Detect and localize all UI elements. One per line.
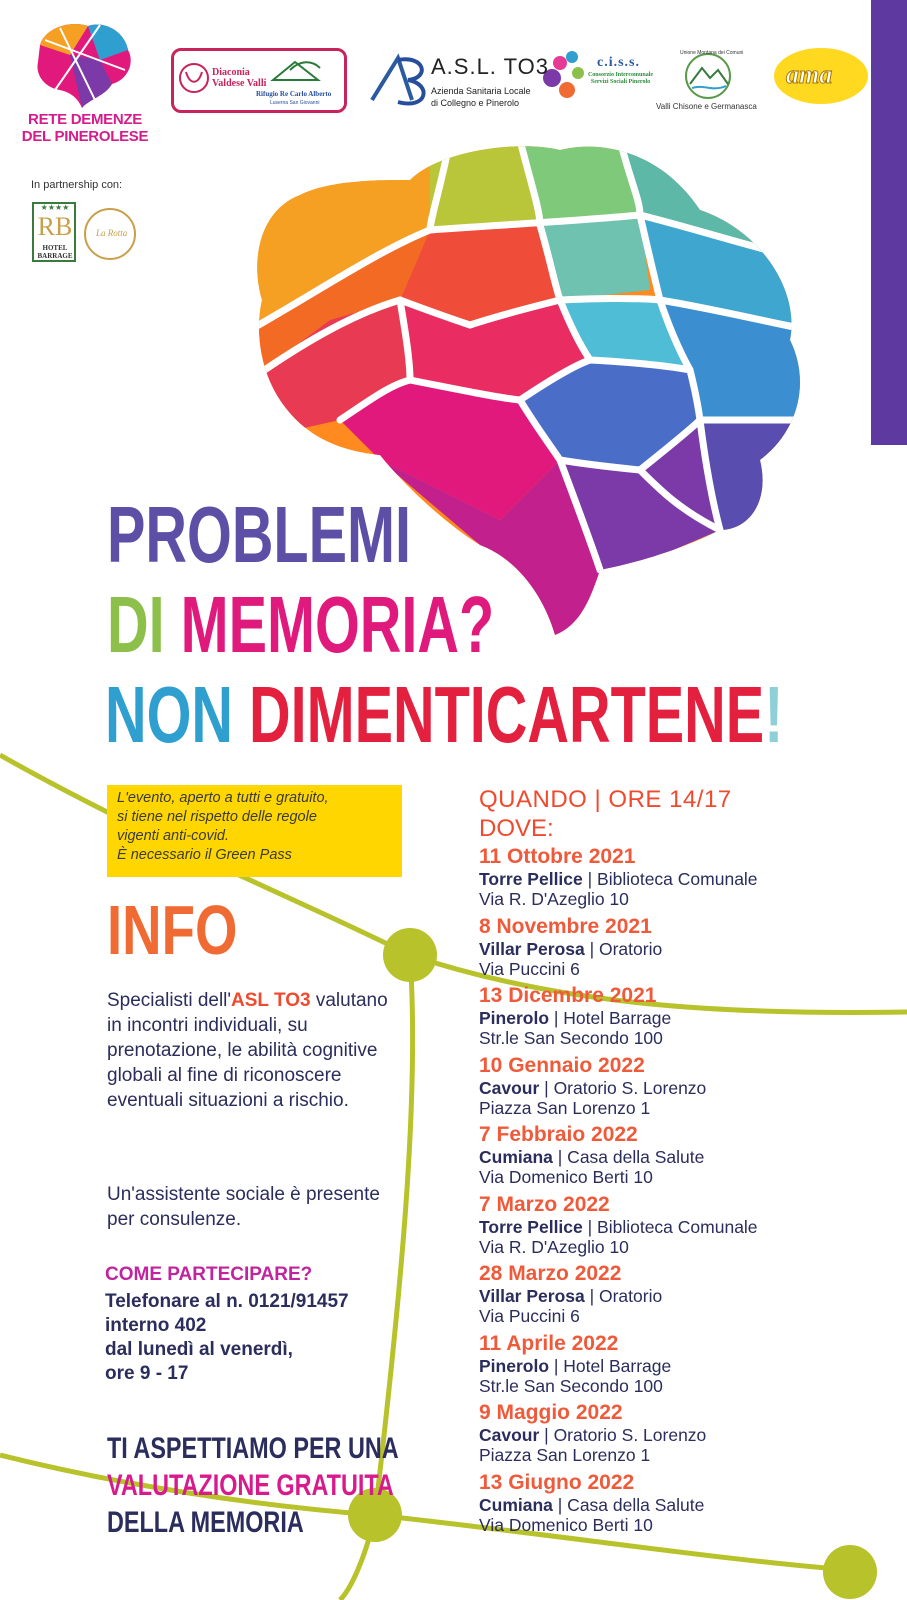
event-date: 28 Marzo 2022 — [479, 1262, 622, 1285]
asl-logo-subtitle: Azienda Sanitaria Locale — [431, 86, 531, 96]
ama-logo-text: ama — [786, 60, 833, 89]
event-place: Cavour | Oratorio S. Lorenzo — [479, 1425, 707, 1445]
event-place: Cumiana | Casa della Salute — [479, 1494, 705, 1515]
event-date: 7 Febbraio 2022 — [479, 1123, 638, 1146]
phone-line: Telefonare al n. 0121/91457 — [105, 1291, 349, 1312]
asl-logo-icon — [372, 58, 424, 104]
closing-line-highlight: VALUTAZIONE GRATUITA — [107, 1469, 394, 1502]
schedule-event — [479, 1054, 869, 1124]
covid-notice — [107, 785, 402, 877]
headline-memoria: MEMORIA? — [180, 580, 495, 669]
ciss-logo-title: c.i.s.s. — [597, 55, 640, 70]
event-place: Torre Pellice | Biblioteca Comunale — [479, 1216, 758, 1237]
event-place: Villar Perosa | Oratorio — [479, 1286, 663, 1306]
event-place: Villar Perosa | Oratorio — [479, 938, 663, 959]
schedule-event — [479, 845, 869, 915]
headline-exclamation: ! — [764, 670, 784, 759]
event-date: 7 Marzo 2022 — [479, 1192, 610, 1216]
schedule-event — [479, 1123, 869, 1193]
valli-logo-icon — [686, 54, 730, 98]
event-address: Piazza San Lorenzo 1 — [479, 1097, 651, 1118]
notice-line: vigenti anti-covid. — [117, 828, 230, 844]
valli-logo-text: Valli Chisone e Germanasca — [656, 102, 757, 111]
ciss-logo-subtitle: Consorzio Intercomunale Servizi Sociali Pinerolo — [587, 72, 654, 85]
event-date: 9 Maggio 2022 — [479, 1401, 623, 1424]
asl-logo-title: A.S.L. TO3 — [431, 54, 550, 79]
schedule-event — [479, 915, 869, 985]
event-place: Pinerolo | Hotel Barrage — [479, 1008, 672, 1028]
schedule-event — [479, 1471, 869, 1541]
asl-logo-subtitle: di Collegno e Pinerolo — [431, 98, 520, 108]
event-address: Via Puccini 6 — [479, 958, 580, 979]
headline-line-3 — [105, 670, 784, 759]
valli-logo-toptext: Unione Montana dei Comuni — [680, 50, 744, 56]
schedule-where-heading: DOVE: — [479, 815, 554, 842]
rifugio-logo-subtext: Luserna San Giovanni — [270, 100, 320, 106]
event-date: 11 Aprile 2022 — [479, 1331, 619, 1355]
headline-di: DI — [107, 580, 181, 669]
info-paragraph — [107, 988, 407, 1113]
hotel-name: HOTEL BARRAGE — [37, 244, 73, 260]
headline-line-1: PROBLEMI — [107, 490, 412, 579]
days-line: dal lunedì al venerdì, — [105, 1339, 293, 1360]
ciss-logo-icon — [543, 51, 584, 98]
notice-line: È necessario il Green Pass — [117, 847, 292, 863]
headline-dimenticartene: DIMENTICARTENE — [249, 670, 765, 759]
event-address: Piazza San Lorenzo 1 — [479, 1445, 651, 1465]
event-address: Str.le San Secondo 100 — [479, 1375, 663, 1396]
schedule-list — [479, 845, 869, 1540]
event-address: Via Domenico Berti 10 — [479, 1514, 653, 1535]
partnership-label: In partnership con: — [31, 179, 123, 191]
event-date: 10 Gennaio 2022 — [479, 1053, 645, 1077]
event-address: Via R. D'Azeglio 10 — [479, 889, 629, 909]
event-date: 11 Ottobre 2021 — [479, 845, 636, 868]
event-address: Str.le San Secondo 100 — [479, 1028, 663, 1048]
event-place: Cumiana | Casa della Salute — [479, 1147, 705, 1167]
event-date: 13 Dicembre 2021 — [479, 984, 657, 1007]
closing-line: DELLA MEMORIA — [107, 1506, 304, 1539]
rete-demenze-logo-text: RETE DEMENZE DEL PINEROLESE — [21, 111, 149, 145]
event-address: Via Domenico Berti 10 — [479, 1167, 653, 1187]
event-address: Via Puccini 6 — [479, 1306, 580, 1326]
event-place: Cavour | Oratorio S. Lorenzo — [479, 1077, 707, 1098]
event-date: 13 Giugno 2022 — [479, 1470, 635, 1494]
la-rotta-logo-text: La Rotta — [96, 228, 128, 238]
closing-line: TI ASPETTIAMO PER UNA — [107, 1432, 399, 1465]
info-asl-highlight: ASL TO3 — [231, 990, 311, 1011]
hours-line: ore 9 - 17 — [105, 1363, 189, 1384]
how-to-participate-title: COME PARTECIPARE? — [105, 1264, 313, 1285]
info-text-part: valutano in incontri individuali, su prenotazione, le abilità cognitive globali al fine di riconoscere eventuali situazioni a rischio. — [107, 990, 388, 1111]
info-social-worker: Un'assistente sociale è presente per consulenze. — [107, 1184, 380, 1230]
schedule-event — [479, 1262, 869, 1332]
info-title: INFO — [107, 891, 238, 969]
headline-line-2 — [107, 580, 495, 669]
event-place: Torre Pellice | Biblioteca Comunale — [479, 869, 758, 889]
event-date: 8 Novembre 2021 — [479, 914, 652, 938]
schedule-event — [479, 1193, 869, 1263]
diaconia-logo-text: Diaconia Valdese Valli — [212, 67, 267, 89]
notice-line: L'evento, aperto a tutti e gratuito, — [117, 790, 329, 806]
rifugio-logo-text: Rifugio Re Carlo Alberto — [256, 90, 332, 98]
notice-line: si tiene nel rispetto delle regole — [117, 809, 317, 825]
event-place: Pinerolo | Hotel Barrage — [479, 1355, 672, 1376]
event-address: Via R. D'Azeglio 10 — [479, 1236, 629, 1257]
closing-message — [107, 1430, 481, 1541]
extension-line: interno 402 — [105, 1315, 207, 1336]
rete-demenze-brain-icon — [37, 24, 130, 108]
schedule-event — [479, 984, 869, 1054]
how-to-participate-body — [105, 1290, 349, 1386]
headline-non: NON — [105, 670, 249, 759]
schedule-when-heading: QUANDO | ORE 14/17 — [479, 786, 732, 813]
hotel-monogram: RB — [37, 212, 73, 241]
hotel-stars: ★★★★ — [40, 203, 70, 212]
info-text-part: Specialisti dell' — [107, 990, 232, 1011]
schedule-event — [479, 1332, 869, 1402]
schedule-event — [479, 1401, 869, 1471]
